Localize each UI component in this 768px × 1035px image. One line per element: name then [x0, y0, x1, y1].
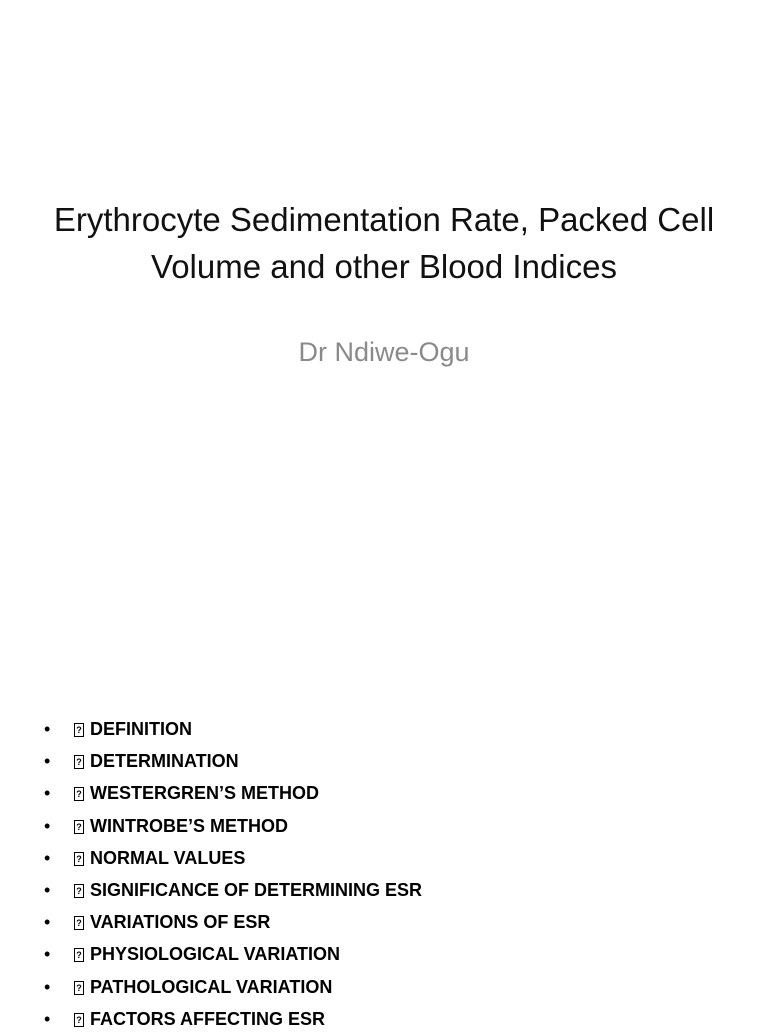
- list-item-label: WESTERGREN’S METHOD: [90, 783, 320, 804]
- missing-glyph-icon: [74, 981, 84, 995]
- list-item: [44, 874, 734, 906]
- list-item: [44, 938, 734, 970]
- list-item: [44, 810, 734, 842]
- missing-glyph-icon: [74, 884, 84, 898]
- missing-glyph-icon: [74, 1013, 84, 1027]
- list-item-label: FACTORS AFFECTING ESR: [90, 1008, 326, 1029]
- list-item-label: DETERMINATION: [90, 751, 239, 772]
- bullet-icon: •: [44, 1008, 51, 1029]
- slide-title: Erythrocyte Sedimentation Rate, Packed Cell Volume and other Blood Indices: [53, 201, 715, 285]
- missing-glyph-icon: [74, 723, 84, 737]
- bullet-icon: •: [44, 719, 51, 739]
- list-item: [44, 777, 734, 809]
- list-item-label: WINTROBE’S METHOD: [90, 815, 288, 836]
- list-item: [44, 713, 734, 745]
- list-item: [44, 745, 734, 777]
- bullet-icon: •: [44, 976, 51, 997]
- list-item: [44, 971, 734, 1003]
- list-item-label: PHYSIOLOGICAL VARIATION: [90, 944, 341, 965]
- missing-glyph-icon: [74, 755, 84, 769]
- missing-glyph-icon: [74, 852, 84, 866]
- bullet-icon: •: [44, 912, 51, 933]
- bullet-icon: •: [44, 879, 51, 900]
- bullet-icon: •: [44, 815, 51, 836]
- missing-glyph-icon: [74, 948, 84, 962]
- list-item-label: NORMAL VALUES: [90, 847, 246, 868]
- list-item-label: DEFINITION: [90, 719, 192, 739]
- list-item-label: VARIATIONS OF ESR: [90, 912, 271, 933]
- topic-outline-list: [44, 713, 734, 1035]
- list-item: [44, 906, 734, 938]
- bullet-icon: •: [44, 783, 51, 804]
- bullet-icon: •: [44, 751, 51, 772]
- list-item: [44, 1003, 734, 1035]
- list-item: [44, 842, 734, 874]
- missing-glyph-icon: [74, 916, 84, 930]
- missing-glyph-icon: [74, 820, 84, 834]
- list-item-label: PATHOLOGICAL VARIATION: [90, 976, 333, 997]
- list-item-label: SIGNIFICANCE OF DETERMINING ESR: [90, 879, 423, 900]
- missing-glyph-icon: [74, 787, 84, 801]
- bullet-icon: •: [44, 847, 51, 868]
- slide-subtitle: Dr Ndiwe-Ogu: [298, 337, 470, 367]
- bullet-icon: •: [44, 944, 51, 965]
